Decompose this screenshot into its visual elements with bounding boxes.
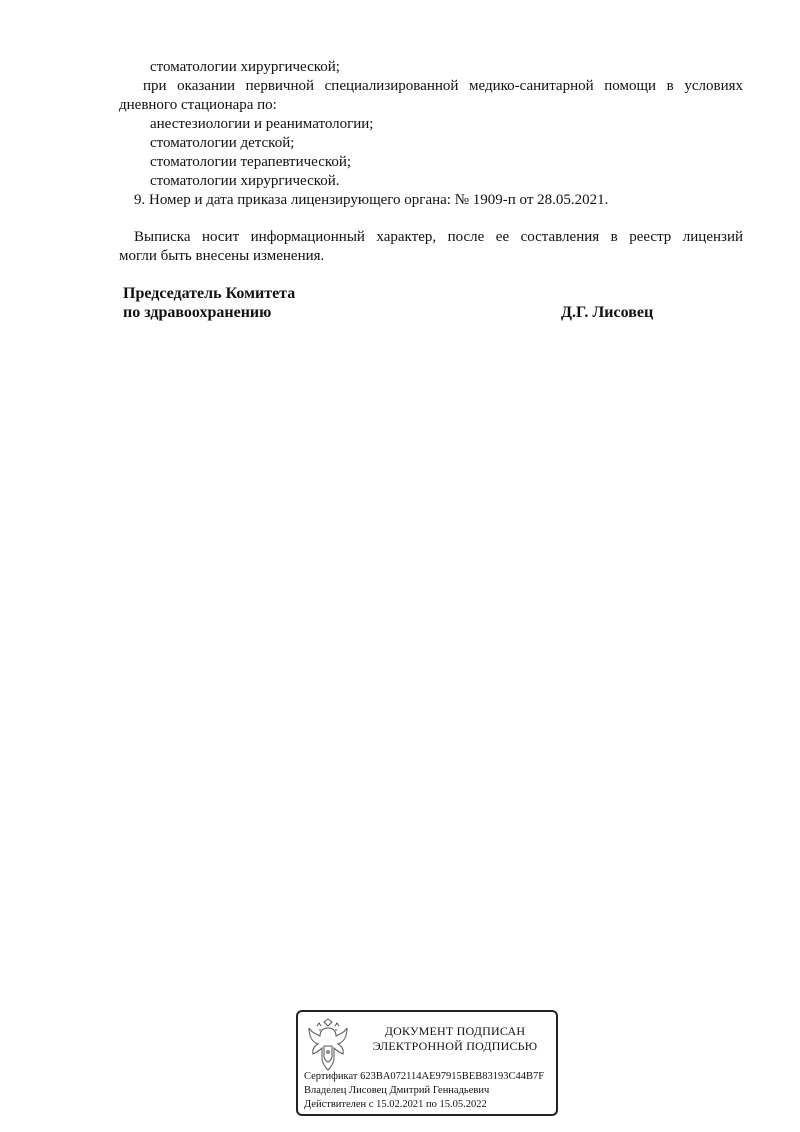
disclaimer-line: Выписка носит информационный характер, после ее составления в реестр лицензий [134,229,743,245]
disclaimer-line: могли быть внесены изменения. [119,248,325,264]
certificate-number: Сертификат 623BA072114AE97915BEB83193C44B7F [304,1071,545,1082]
signer-name: Д.Г. Лисовец [561,304,654,321]
signer-position: Председатель Комитета [123,285,296,302]
coat-of-arms-icon [306,1018,350,1072]
list-item: стоматологии терапевтической; [150,154,352,170]
list-item: анестезиологии и реаниматологии; [150,116,374,132]
list-item: стоматологии хирургической; [150,59,340,75]
paragraph-line: дневного стационара по: [119,97,277,113]
order-number-item: 9. Номер и дата приказа лицензирующего органа: № 1909-п от 28.05.2021. [134,192,609,208]
stamp-title: ДОКУМЕНТ ПОДПИСАН [384,1024,526,1038]
list-item: стоматологии детской; [150,135,295,151]
stamp-title: ЭЛЕКТРОННОЙ ПОДПИСЬЮ [372,1039,538,1053]
certificate-validity: Действителен с 15.02.2021 по 15.05.2022 [304,1099,487,1110]
paragraph-line: при оказании первичной специализированной медико-санитарной помощи в условиях [143,78,743,94]
list-item: стоматологии хирургической. [150,173,340,189]
signer-position: по здравоохранению [123,304,272,321]
certificate-owner: Владелец Лисовец Дмитрий Геннадьевич [304,1085,490,1096]
electronic-signature-stamp [296,1010,558,1116]
